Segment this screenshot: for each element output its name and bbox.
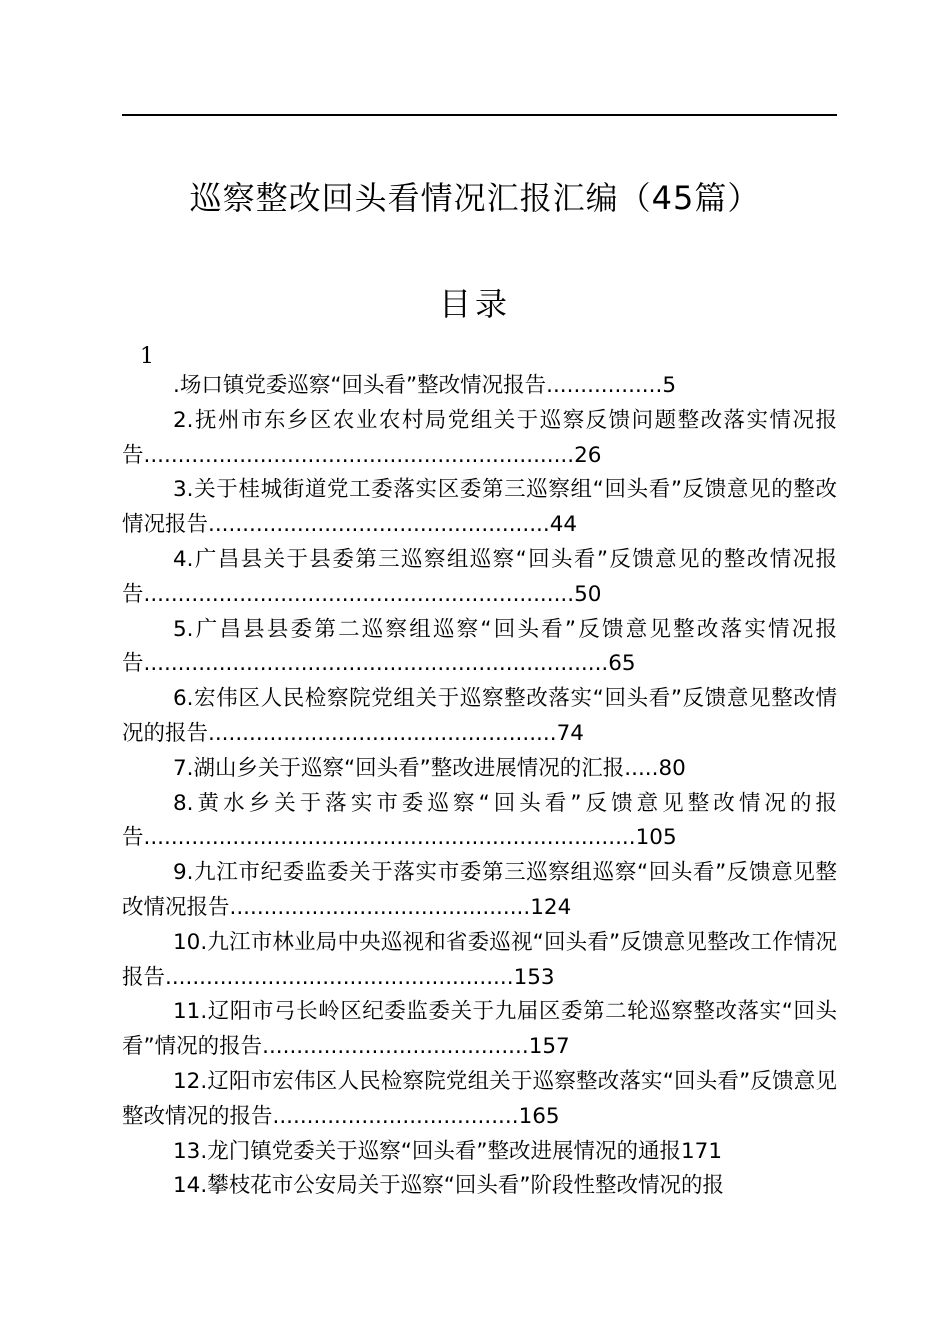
toc-entry-leader: ................. <box>546 373 663 398</box>
header-rule <box>122 114 837 116</box>
toc-entry-label: 7.湖山乡关于巡察“回头看”整改进展情况的汇报 <box>173 755 625 781</box>
toc-entry-leader: ............................................................... <box>143 442 575 468</box>
toc-entry-leader: ........................................................................ <box>143 825 636 851</box>
toc-entry-leader: ................................................... <box>165 964 514 990</box>
toc-entry[interactable] <box>122 926 837 996</box>
toc-entry-label: 8.黄水乡关于落实市委巡察“回头看”反馈意见整改情况的报告 <box>122 790 837 851</box>
toc-entry-label: 5.广昌县县委第二巡察组巡察“回头看”反馈意见整改落实情况报告 <box>122 616 837 677</box>
toc-entry[interactable] <box>122 787 837 857</box>
toc-entry-label: 12.辽阳市宏伟区人民检察院党组关于巡察整改落实“回头看”反馈意见整改情况的报告 <box>122 1068 837 1129</box>
document-title: 巡察整改回头看情况汇报汇编（45篇） <box>189 179 761 217</box>
toc-entry-label: .场口镇党委巡察“回头看”整改情况报告 <box>173 373 547 398</box>
toc-entry-page: 124 <box>530 894 572 920</box>
toc-entry-leader: .................................................................... <box>143 651 609 677</box>
toc-entry-page: 80 <box>658 755 686 781</box>
list-number-fragment: 1 <box>140 344 154 369</box>
toc-entry-leader: ....................................... <box>262 1034 529 1060</box>
toc-entry-label: 10.九江市林业局中央巡视和省委巡视“回头看”反馈意见整改工作情况报告 <box>122 929 837 990</box>
toc-entry-page: 74 <box>556 720 584 746</box>
toc-entry-page: 50 <box>574 581 602 607</box>
toc-entry[interactable] <box>122 1065 837 1135</box>
toc-entry[interactable] <box>122 995 837 1065</box>
toc-entry-label: 4.广昌县关于县委第三巡察组巡察“回头看”反馈意见的整改情况报告 <box>122 546 837 607</box>
toc-entry-page: 44 <box>549 512 578 538</box>
toc-entry-page: 26 <box>574 442 602 468</box>
toc-entry[interactable] <box>122 543 837 613</box>
toc-entry-label: 9.九江市纪委监委关于落实市委第三巡察组巡察“回头看”反馈意见整改情况报告 <box>122 860 837 920</box>
toc-entry-label: 3.关于桂城街道党工委落实区委第三巡察组“回头看”反馈意见的整改情况报告 <box>122 477 837 538</box>
toc-heading: 目录 <box>438 285 511 323</box>
toc-entry-label: 14.攀枝花市公安局关于巡察“回头看”阶段性整改情况的报 <box>173 1173 724 1199</box>
toc-entry[interactable] <box>122 752 837 787</box>
toc-entry-leader: ............................................................... <box>143 581 575 607</box>
toc-entry-leader: .................................... <box>272 1103 519 1129</box>
toc-entry[interactable] <box>122 369 837 404</box>
toc-entry-page: 105 <box>635 825 677 851</box>
toc-entry[interactable] <box>122 682 837 752</box>
toc-entry-leader: ............................................ <box>229 894 531 920</box>
toc-entry[interactable] <box>122 613 837 683</box>
toc-entry[interactable] <box>122 473 837 543</box>
toc-entry-label: 2.抚州市东乡区农业农村局党组关于巡察反馈问题整改落实情况报告 <box>122 407 837 468</box>
toc-entry[interactable] <box>122 856 837 926</box>
toc-entry-page: 153 <box>513 964 555 990</box>
toc-entry-leader: ................................................... <box>208 720 557 746</box>
toc-entry-page: 165 <box>518 1103 560 1129</box>
toc-entry-page: 65 <box>608 651 636 677</box>
toc-entry[interactable] <box>122 1135 837 1170</box>
toc-entry-label: 13.龙门镇党委关于巡察“回头看”整改进展情况的通报 <box>173 1138 681 1164</box>
toc-entry-leader: ..... <box>624 755 659 781</box>
table-of-contents <box>122 369 837 1204</box>
toc-entry-label: 6.宏伟区人民检察院党组关于巡察整改落实“回头看”反馈意见整改情况的报告 <box>122 686 837 746</box>
toc-entry[interactable] <box>122 1169 837 1204</box>
toc-entry-leader: .................................................. <box>208 512 550 538</box>
toc-entry-page: 157 <box>528 1034 570 1060</box>
toc-entry-page: 171 <box>680 1138 723 1164</box>
toc-entry-label: 11.辽阳市弓长岭区纪委监委关于九届区委第二轮巡察整改落实“回头看”情况的报告 <box>122 999 837 1060</box>
toc-entry-page: 5 <box>662 373 676 398</box>
toc-entry[interactable] <box>122 404 837 474</box>
